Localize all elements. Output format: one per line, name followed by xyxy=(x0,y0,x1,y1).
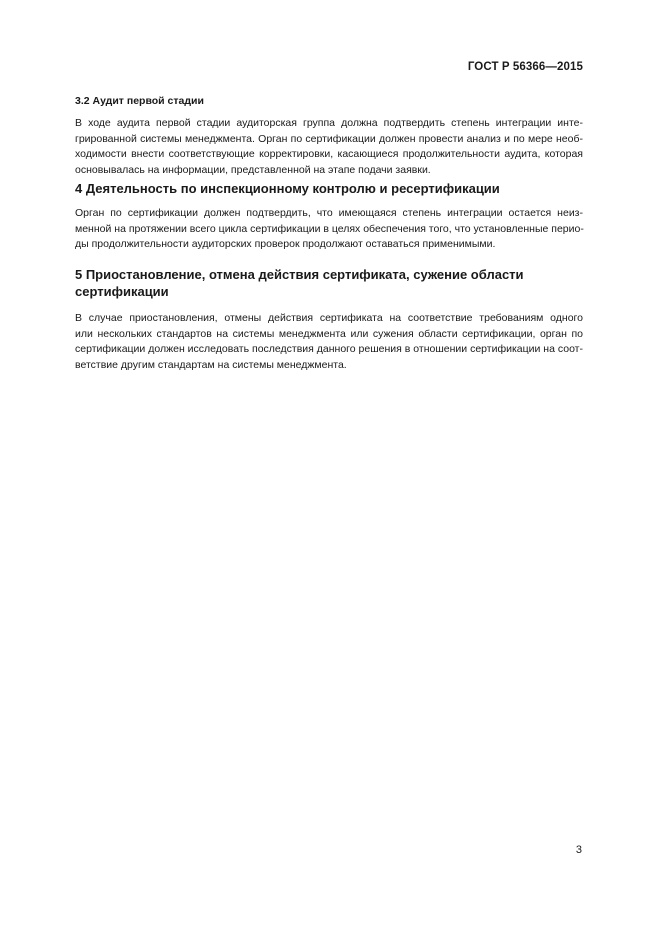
paragraph-line: Орган по сертификации должен подтвердить, что имеющаяся степень интеграции остается неиз- xyxy=(75,207,583,219)
paragraph-line: В случае приостановления, отмены действия сертификата на соответствие требованиям одного xyxy=(75,312,583,324)
section-5-title xyxy=(75,266,583,300)
section-5-title-line: сертификации xyxy=(75,284,169,299)
paragraph-line: В ходе аудита первой стадии аудиторская группа должна подтвердить степень интеграции инте- xyxy=(75,117,583,129)
page-number: 3 xyxy=(575,844,582,856)
paragraph-line: основывалась на информации, представленной на этапе подачи заявки. xyxy=(75,163,431,176)
section-4-paragraph xyxy=(75,206,583,253)
standard-id-header: ГОСТ Р 56366—2015 xyxy=(467,61,583,73)
paragraph-line: сертификации должен исследовать последствия данного решения в отношении сертификации на соот- xyxy=(75,343,583,355)
paragraph-line: ходимости внести соответствующие корректировки, касающиеся продолжительности аудита, которая xyxy=(75,148,583,160)
paragraph-line: ды продолжительности аудиторских проверок продолжают оставаться применимыми. xyxy=(75,238,496,250)
section-3-2-paragraph xyxy=(75,116,583,178)
section-3-2-title: 3.2 Аудит первой стадии xyxy=(75,95,204,107)
section-5 xyxy=(75,266,583,373)
section-5-paragraph xyxy=(75,311,583,373)
paragraph-line: грированной системы менеджмента. Орган по сертификации должен провести анализ и по мере необ- xyxy=(75,132,583,145)
section-4-title: 4 Деятельность по инспекционному контролю и ресертификации xyxy=(75,181,500,196)
paragraph-line: или нескольких стандартов на системы менеджмента или сужения области сертификации, орган по xyxy=(75,327,583,340)
section-3-2 xyxy=(75,94,583,178)
section-5-title-line: 5 Приостановление, отмена действия сертификата, сужение области xyxy=(75,267,524,282)
section-4 xyxy=(75,180,583,253)
paragraph-line: менной на протяжении всего цикла сертификации в целях обеспечения того, что установленные перио- xyxy=(75,222,584,235)
paragraph-line: ветствие другим стандартам на системы менеджмента. xyxy=(75,358,347,371)
